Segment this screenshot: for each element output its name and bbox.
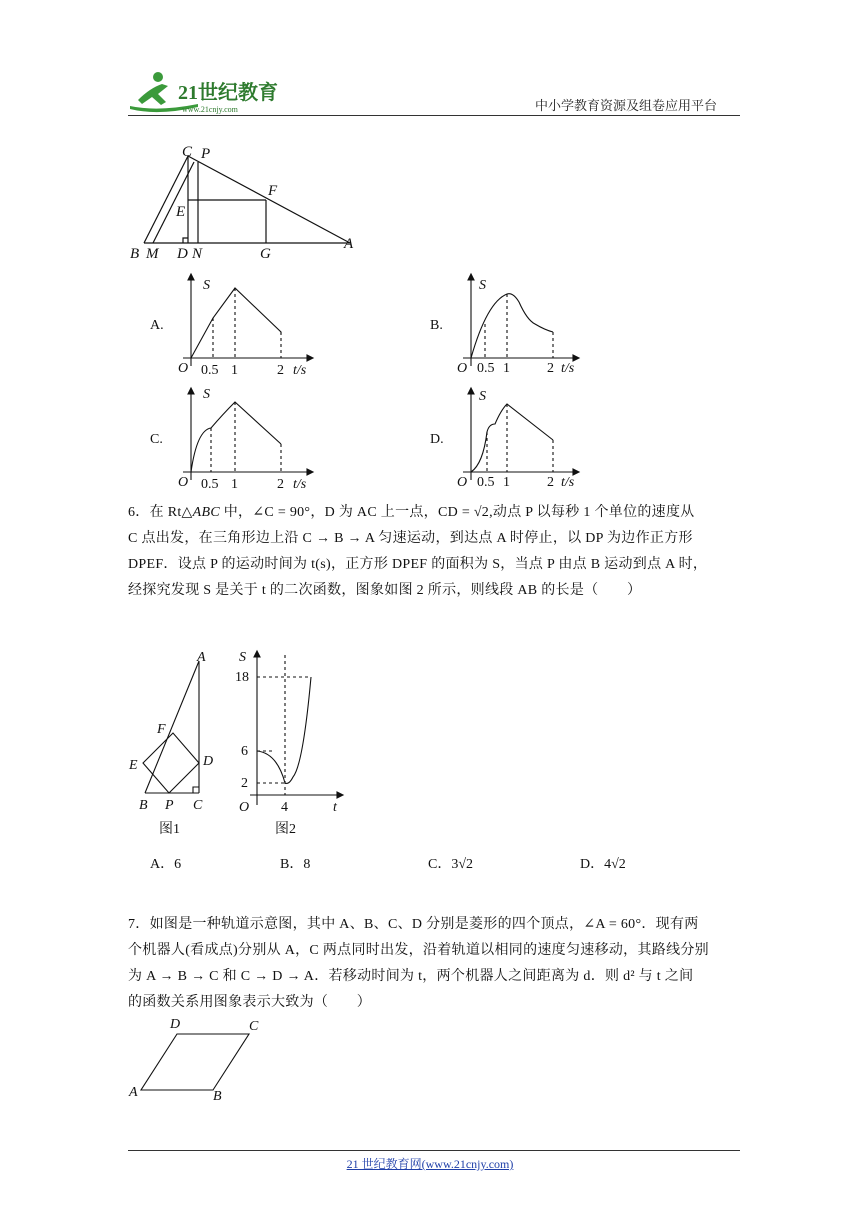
axis-y: S: [479, 389, 486, 404]
logo-text: 21世纪教育: [178, 82, 278, 104]
fig1-label-e: E: [129, 758, 138, 773]
q6-figures: [125, 645, 355, 840]
q6-line2: C 点出发，在三角形边上沿 C → B → A 匀速运动，到达点 A 时停止，以 DP 为边作正方形: [128, 530, 693, 546]
origin: O: [178, 361, 189, 376]
axis-x: t/s: [293, 363, 307, 378]
option-b-graph: [455, 272, 605, 382]
q7-line3: 为 A → B → C 和 C → D → A．若移动时间为 t，两个机器人之间距离为 d．则 d² 与 t 之间: [128, 968, 694, 984]
tick: 1: [231, 363, 238, 378]
tick: 2: [547, 475, 554, 490]
site-logo: [128, 70, 293, 116]
fig5-label-f: F: [268, 183, 278, 199]
rhombus-label-c: C: [249, 1019, 259, 1034]
q6-answer-c: C．3√2: [428, 857, 474, 872]
fig1-label-f: F: [157, 722, 166, 737]
fig2-tick-18: 18: [235, 670, 249, 685]
q6-line1a: 6．在 Rt△: [128, 505, 193, 520]
q5-figure: [128, 140, 368, 265]
platform-label: 中小学教育资源及组卷应用平台: [535, 99, 718, 114]
logo-url: www.21cnjy.com: [182, 105, 238, 114]
option-b-label: B.: [430, 318, 443, 333]
question-6: [128, 500, 744, 604]
tick: 1: [503, 361, 510, 376]
rhombus-label-a: A: [129, 1085, 138, 1100]
header-divider: [128, 115, 740, 116]
fig2-axis-x: t: [333, 800, 337, 815]
fig2-tick-4: 4: [281, 800, 288, 815]
origin: O: [457, 361, 468, 376]
fig1-label-a: A: [197, 650, 206, 665]
fig5-label-n: N: [192, 246, 203, 262]
axis-x: t/s: [561, 361, 575, 376]
fig1-caption: 图1: [159, 822, 180, 837]
fig5-label-c: C: [182, 144, 193, 160]
option-a-graph: [175, 272, 325, 382]
option-c-graph: [175, 384, 325, 494]
origin: O: [178, 475, 189, 490]
fig2-tick-2: 2: [241, 776, 248, 791]
q6-answer-a: A．6: [150, 857, 182, 872]
fig5-label-p: P: [201, 146, 211, 162]
fig5-label-m: M: [146, 246, 159, 262]
q7-line2: 个机器人(看成点)分别从 A，C 两点同时出发，沿着轨道以相同的速度匀速移动，其路线分别: [128, 942, 709, 958]
q7-line4: 的函数关系用图象表示大致为（ ）: [128, 994, 372, 1010]
q6-line4: 经探究发现 S 是关于 t 的二次函数，图象如图 2 所示，则线段 AB 的长是（ ）: [128, 582, 642, 598]
axis-x: t/s: [293, 477, 307, 492]
footer-divider: [128, 1150, 740, 1151]
axis-y: S: [479, 278, 486, 293]
tick: 0.5: [201, 477, 219, 492]
question-7: [128, 912, 744, 1016]
fig2-origin: O: [239, 800, 250, 815]
q6-line3: DPEF．设点 P 的运动时间为 t(s)，正方形 DPEF 的面积为 S，当点 P 由点 B 运动到点 A 时，: [128, 556, 708, 572]
fig1-label-c: C: [193, 798, 203, 813]
fig5-label-e: E: [176, 204, 186, 220]
fig5-label-g: G: [260, 246, 271, 262]
tick: 0.5: [477, 475, 495, 490]
q7-rhombus-figure: [125, 1010, 275, 1105]
rhombus-label-d: D: [170, 1017, 181, 1032]
q6-answer-d: D．4√2: [580, 857, 626, 872]
fig1-label-b: B: [139, 798, 148, 813]
option-c-label: C.: [150, 432, 163, 447]
option-d-graph: [455, 384, 605, 494]
fig2-caption: 图2: [275, 822, 296, 837]
axis-y: S: [203, 278, 210, 293]
axis-y: S: [203, 387, 210, 402]
tick: 2: [547, 361, 554, 376]
origin: O: [457, 475, 468, 490]
tick: 0.5: [201, 363, 219, 378]
q7-line1: 7．如图是一种轨道示意图，其中 A、B、C、D 分别是菱形的四个顶点，∠A = 60°．现有两: [128, 917, 699, 932]
option-d-label: D.: [430, 432, 444, 447]
tick: 1: [231, 477, 238, 492]
tick: 2: [277, 363, 284, 378]
fig5-label-b: B: [130, 246, 140, 262]
fig2-axis-y: S: [239, 650, 246, 665]
fig1-label-p: P: [165, 798, 174, 813]
option-a-label: A.: [150, 318, 164, 333]
tick: 0.5: [477, 361, 495, 376]
tick: 1: [503, 475, 510, 490]
axis-x: t/s: [561, 475, 575, 490]
rhombus-label-b: B: [213, 1089, 222, 1104]
fig5-label-a: A: [344, 236, 354, 252]
q6-answer-b: B．8: [280, 857, 311, 872]
q6-line1b: ABC: [192, 505, 220, 520]
q6-line1c: 中，∠C = 90°，D 为 AC 上一点，CD = √2,动点 P 以每秒 1 个单位的速度从: [219, 505, 695, 520]
fig2-tick-6: 6: [241, 744, 248, 759]
footer-link[interactable]: 21 世纪教育网(www.21cnjy.com): [346, 1157, 514, 1171]
tick: 2: [277, 477, 284, 492]
fig1-label-d: D: [203, 754, 214, 769]
fig5-label-d: D: [177, 246, 188, 262]
